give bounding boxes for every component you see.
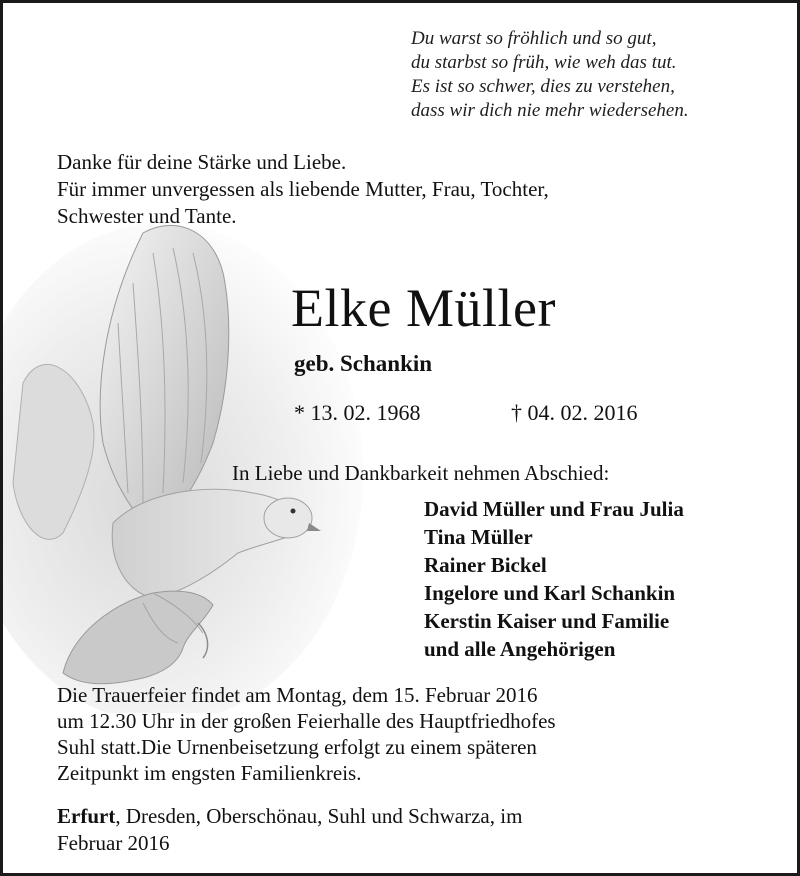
deceased-name: Elke Müller: [291, 278, 556, 338]
life-dates: [294, 400, 638, 426]
thanks-line: Für immer unvergessen als liebende Mutter, Frau, Tochter,: [57, 177, 549, 201]
mourner-name: Rainer Bickel: [424, 553, 547, 577]
service-line: Suhl statt.Die Urnenbeisetzung erfolgt zu einem späteren: [57, 735, 537, 759]
poem-line: dass wir dich nie mehr wiedersehen.: [411, 100, 689, 121]
thanks-text: [57, 149, 737, 230]
mourner-name: Kerstin Kaiser und Familie: [424, 609, 670, 633]
poem-line: Du warst so fröhlich und so gut,: [411, 28, 657, 49]
poem-verse: [411, 27, 689, 123]
poem-line: du starbst so früh, wie weh das tut.: [411, 52, 677, 73]
service-line: Zeitpunkt im engsten Familienkreis.: [57, 761, 362, 785]
place-and-date: [57, 803, 522, 857]
service-line: Die Trauerfeier findet am Montag, dem 15. Februar 2016: [57, 683, 538, 707]
places-rest: , Dresden, Oberschönau, Suhl und Schwarza, im: [115, 804, 523, 828]
farewell-intro: In Liebe und Dankbarkeit nehmen Abschied:: [232, 461, 610, 485]
poem-line: Es ist so schwer, dies zu verstehen,: [411, 76, 675, 97]
mourners-list: [424, 495, 684, 663]
closing-date: Februar 2016: [57, 831, 170, 855]
thanks-line: Danke für deine Stärke und Liebe.: [57, 150, 347, 174]
mourner-name: David Müller und Frau Julia: [424, 497, 684, 521]
mourner-name: Tina Müller: [424, 525, 533, 549]
funeral-service-info: [57, 682, 757, 786]
mourner-name: Ingelore und Karl Schankin: [424, 581, 676, 605]
death-date: † 04. 02. 2016: [511, 400, 638, 425]
birth-date: * 13. 02. 1968: [294, 400, 421, 425]
thanks-line: Schwester und Tante.: [57, 204, 237, 228]
places-line: [57, 803, 522, 830]
service-line: um 12.30 Uhr in der großen Feierhalle des Hauptfriedhofes: [57, 709, 556, 733]
mourner-name: und alle Angehörigen: [424, 637, 616, 661]
city-bold: Erfurt: [57, 804, 116, 828]
maiden-name: geb. Schankin: [294, 351, 433, 376]
